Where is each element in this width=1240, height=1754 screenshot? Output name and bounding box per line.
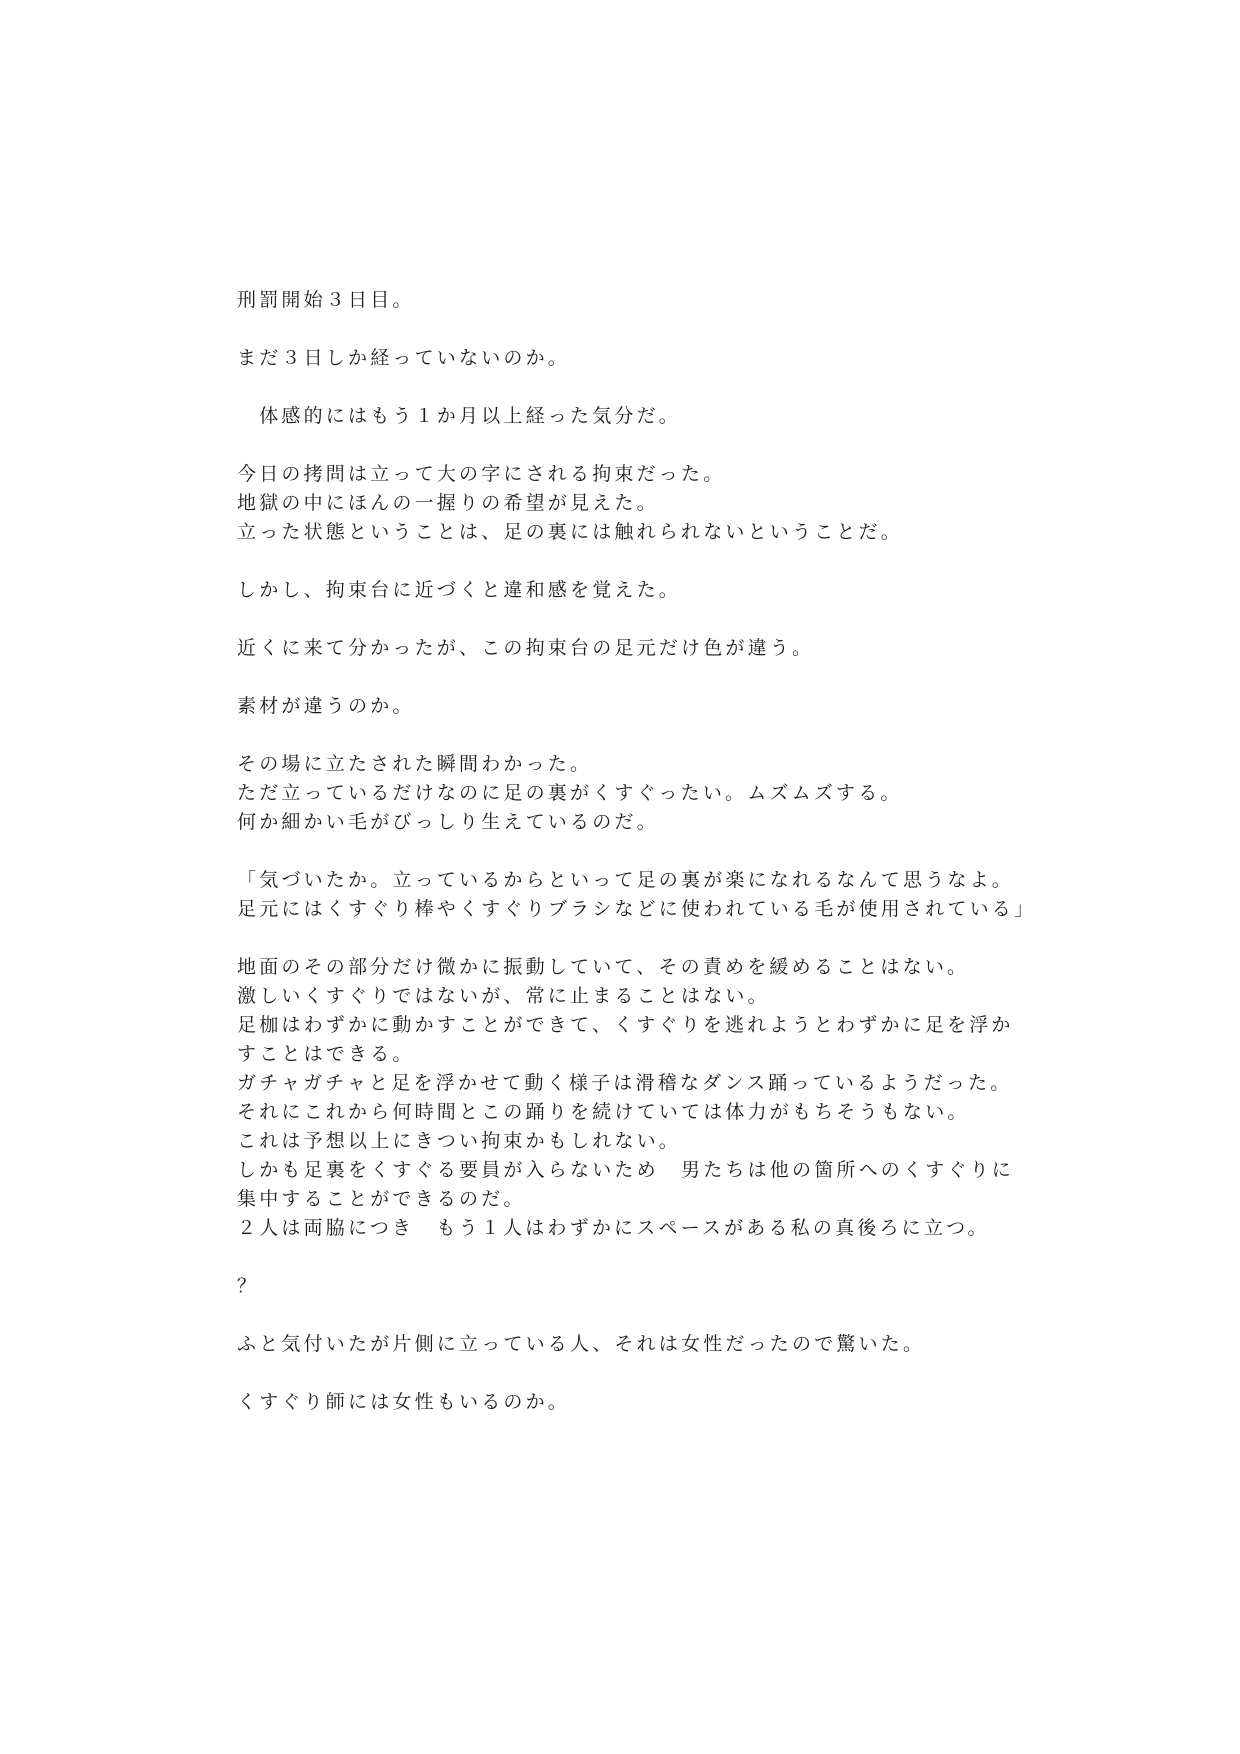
text-line: 体感的にはもう１か月以上経った気分だ。 — [237, 405, 682, 427]
text-line: 足枷はわずかに動かすことができて、くすぐりを逃れようとわずかに足を浮か — [237, 1014, 1014, 1036]
blank-line — [237, 663, 1057, 692]
blank-line — [237, 721, 1057, 750]
text-line: これは予想以上にきつい拘束かもしれない。 — [237, 1130, 682, 1152]
blank-line — [237, 837, 1057, 866]
text-line: 立った状態ということは、足の裏には触れられないということだ。 — [237, 521, 904, 543]
blank-line — [237, 1243, 1057, 1272]
text-line: ？ — [237, 1275, 260, 1297]
text-line: 「気づいたか。立っているからといって足の裏が楽になれるなんて思うなよ。 — [237, 869, 1015, 891]
text-line: その場に立たされた瞬間わかった。 — [237, 753, 593, 775]
blank-line — [237, 1359, 1057, 1388]
text-line: まだ３日しか経っていないのか。 — [237, 347, 571, 369]
text-line: くすぐり師には女性もいるのか。 — [237, 1391, 571, 1413]
text-line: ふと気付いたが片側に立っている人、それは女性だったので驚いた。 — [237, 1333, 926, 1355]
blank-line — [237, 1301, 1057, 1330]
text-line: 刑罰開始３日目。 — [237, 289, 415, 311]
text-line: 地獄の中にほんの一握りの希望が見えた。 — [237, 492, 659, 514]
text-line: 素材が違うのか。 — [237, 695, 415, 717]
text-line: 激しいくすぐりではないが、常に止まることはない。 — [237, 985, 770, 1007]
text-line: 何か細かい毛がびっしり生えているのだ。 — [237, 811, 659, 833]
blank-line — [237, 373, 1057, 402]
text-line: 足元にはくすぐり棒やくすぐりブラシなどに使われている毛が使用されている」 — [237, 898, 1037, 920]
text-line: ただ立っているだけなのに足の裏がくすぐったい。ムズムズする。 — [237, 782, 903, 804]
text-line: 今日の拷問は立って大の字にされる拘束だった。 — [237, 463, 726, 485]
text-line: ２人は両脇につき もう１人はわずかにスペースがある私の真後ろに立つ。 — [237, 1217, 990, 1239]
blank-line — [237, 924, 1057, 953]
text-line: ガチャガチャと足を浮かせて動く様子は滑稽なダンス踊っているようだった。 — [237, 1072, 1013, 1094]
text-line: 近くに来て分かったが、この拘束台の足元だけ色が違う。 — [237, 637, 815, 659]
text-line: 集中することができるのだ。 — [237, 1188, 526, 1210]
text-line: それにこれから何時間とこの踊りを続けていては体力がもちそうもない。 — [237, 1101, 970, 1123]
text-line: しかも足裏をくすぐる要員が入らないため 男たちは他の箇所へのくすぐりに — [237, 1159, 1015, 1181]
blank-line — [237, 547, 1057, 576]
blank-line — [237, 605, 1057, 634]
body-text — [237, 286, 1057, 1417]
text-line: 地面のその部分だけ微かに振動していて、その責めを緩めることはない。 — [237, 956, 970, 978]
text-line: すことはできる。 — [237, 1043, 415, 1065]
blank-line — [237, 431, 1057, 460]
blank-line — [237, 315, 1057, 344]
text-line: しかし、拘束台に近づくと違和感を覚えた。 — [237, 579, 682, 601]
